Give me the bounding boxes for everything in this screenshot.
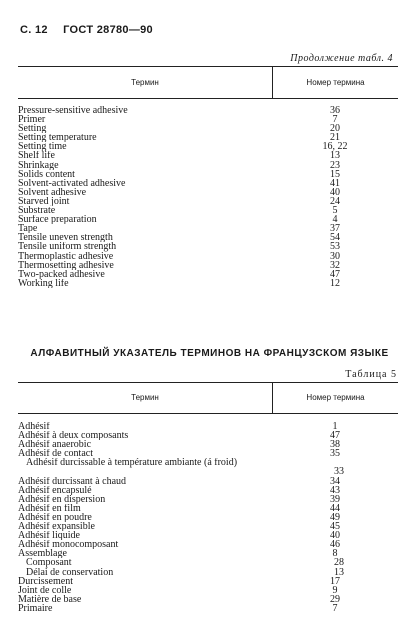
term-cell: Surface preparation [18,215,97,225]
column-header-term: Термин [18,67,273,98]
term-cell: Pressure-sensitive adhesive [18,106,128,116]
table-row [18,604,398,613]
term-cell: Durcissement [18,576,73,586]
term-cell: Setting [18,124,47,134]
term-cell: Adhésif en film [18,503,81,513]
term-cell: Adhésif encapsulé [18,485,92,495]
term-number-cell: 1 [332,421,338,432]
term-cell: Primaire [18,603,53,613]
term-number-cell: 5 [332,205,338,217]
term-cell: Adhésif expansible [18,522,95,532]
table-row [18,522,398,531]
table-row [18,124,398,133]
term-cell: Adhésif de contact [18,449,93,459]
term-cell: Primer [18,115,46,125]
term-number-cell: 16, 22 [322,141,348,153]
table-row [18,179,398,188]
term-cell: Setting temperature [18,133,97,143]
term-number-cell: 36 [330,105,340,116]
term-cell: Solvent-activated adhesive [18,178,126,188]
term-number-cell: 44 [330,502,340,514]
term-cell: Adhésif à deux composants [18,431,129,441]
term-number-cell: 13 [334,566,344,578]
term-number-cell: 40 [330,186,340,198]
term-number-cell: 40 [330,530,340,542]
term-number-cell: 29 [330,593,340,605]
table-row [18,151,398,160]
table-row [18,449,398,458]
terms-table-english [18,66,398,289]
term-number-cell: 46 [330,539,340,551]
term-cell: Adhésif en poudre [18,512,92,523]
table-label: Таблица 5 [345,369,397,380]
term-number-cell: 43 [330,484,340,496]
column-header-number: Номер термина [306,393,365,402]
term-number-cell: 15 [330,168,340,180]
column-header-number: Номер термина [306,78,365,87]
table-row [18,504,398,513]
table-header [18,382,398,414]
term-number-cell: 41 [330,177,340,189]
table-body [18,422,398,613]
term-cell: Thermoplastic adhesive [18,251,114,261]
term-cell: Matière de base [18,594,82,604]
table-row [18,197,398,206]
table-row [18,270,398,279]
term-number-cell: 13 [330,150,340,162]
term-cell: Tensile uniform strength [18,242,117,252]
term-cell: Solids content [18,169,75,179]
section-title: АЛФАВИТНЫЙ УКАЗАТЕЛЬ ТЕРМИНОВ НА ФРАНЦУЗСКОМ ЯЗЫКЕ [30,348,389,359]
table-row [18,477,398,486]
term-cell: Adhésif [18,422,50,432]
table-row [18,440,398,449]
term-number-cell: 45 [330,521,340,533]
term-cell: Solvent adhesive [18,187,87,197]
table-row [18,252,398,261]
table-row [18,224,398,233]
term-number-cell: 4 [332,214,338,226]
term-number-cell: 8 [332,548,338,560]
term-number-cell: 37 [330,223,340,235]
term-cell: Setting time [18,142,67,152]
term-number-cell: 24 [330,195,340,207]
term-number-cell: 38 [330,439,340,451]
table-row [18,513,398,522]
term-cell: Starved joint [18,196,70,207]
page-header [16,24,153,36]
continuation-label: Продолжение табл. 4 [290,53,393,64]
term-cell: Thermosetting adhesive [18,260,114,270]
table-row [18,206,398,215]
table-row [18,486,398,495]
term-cell: Adhésif durcissable à température ambiante (á froid) [26,458,238,469]
table-row [18,170,398,179]
term-cell: Shelf life [18,151,55,161]
term-number-cell: 35 [330,448,340,460]
table-row [18,595,398,604]
term-cell: Adhésif durcissant à chaud [18,476,127,486]
term-number-cell: 20 [330,123,340,135]
table-row [18,577,398,586]
table-row [18,233,398,242]
table-row [18,458,398,476]
column-header-term: Термин [18,383,273,413]
term-cell: Substrate [18,206,56,216]
table-row [18,279,398,288]
term-number-cell: 9 [332,584,338,596]
term-cell: Working life [18,278,69,288]
term-cell: Adhésif en dispersion [18,494,106,504]
table-row [18,431,398,440]
term-number-cell: 28 [334,557,344,569]
term-number-cell: 33 [334,466,344,478]
table-row [18,115,398,124]
term-cell: Tape [18,224,38,234]
term-cell: Adhésif anaerobic [18,440,92,450]
term-number-cell: 54 [330,232,340,244]
term-number-cell: 39 [330,493,340,505]
table-row [18,142,398,151]
term-number-cell: 7 [332,114,338,126]
term-number-cell: 34 [330,475,340,487]
table-row [18,531,398,540]
term-number-cell: 32 [330,259,340,271]
term-number-cell: 7 [332,602,338,614]
table-header [18,66,398,99]
term-cell: Tensile uneven strength [18,233,113,243]
table-row [18,568,398,577]
table-row [18,422,398,431]
term-number-cell: 47 [330,268,340,280]
term-cell: Délai de conservation [26,567,114,577]
table-row [18,161,398,170]
document-code: ГОСТ 28780—90 [63,24,153,36]
table-row [18,188,398,197]
term-cell: Shrinkage [18,160,59,170]
term-cell: Composant [26,558,72,568]
term-cell: Joint de colle [18,585,72,595]
table-row [18,495,398,504]
table-row [18,586,398,595]
term-number-cell: 17 [330,575,340,587]
table-row [18,242,398,251]
table-row [18,106,398,115]
table-body [18,106,398,288]
terms-table-french [18,382,398,614]
term-number-cell: 21 [330,132,340,144]
term-cell: Assemblage [18,549,67,559]
term-number-cell: 53 [330,241,340,253]
term-cell: Adhésif monocomposant [18,540,119,550]
table-row [18,261,398,270]
term-number-cell: 47 [330,430,340,442]
term-number-cell: 30 [330,250,340,262]
table-row [18,540,398,549]
term-number-cell: 12 [330,277,340,289]
term-cell: Adhésif liquide [18,531,80,541]
term-cell: Two-packed adhesive [18,269,105,279]
table-row [18,215,398,224]
term-number-cell: 23 [330,159,340,171]
page-number: С. 12 [20,24,48,36]
term-number-cell: 49 [330,511,340,523]
